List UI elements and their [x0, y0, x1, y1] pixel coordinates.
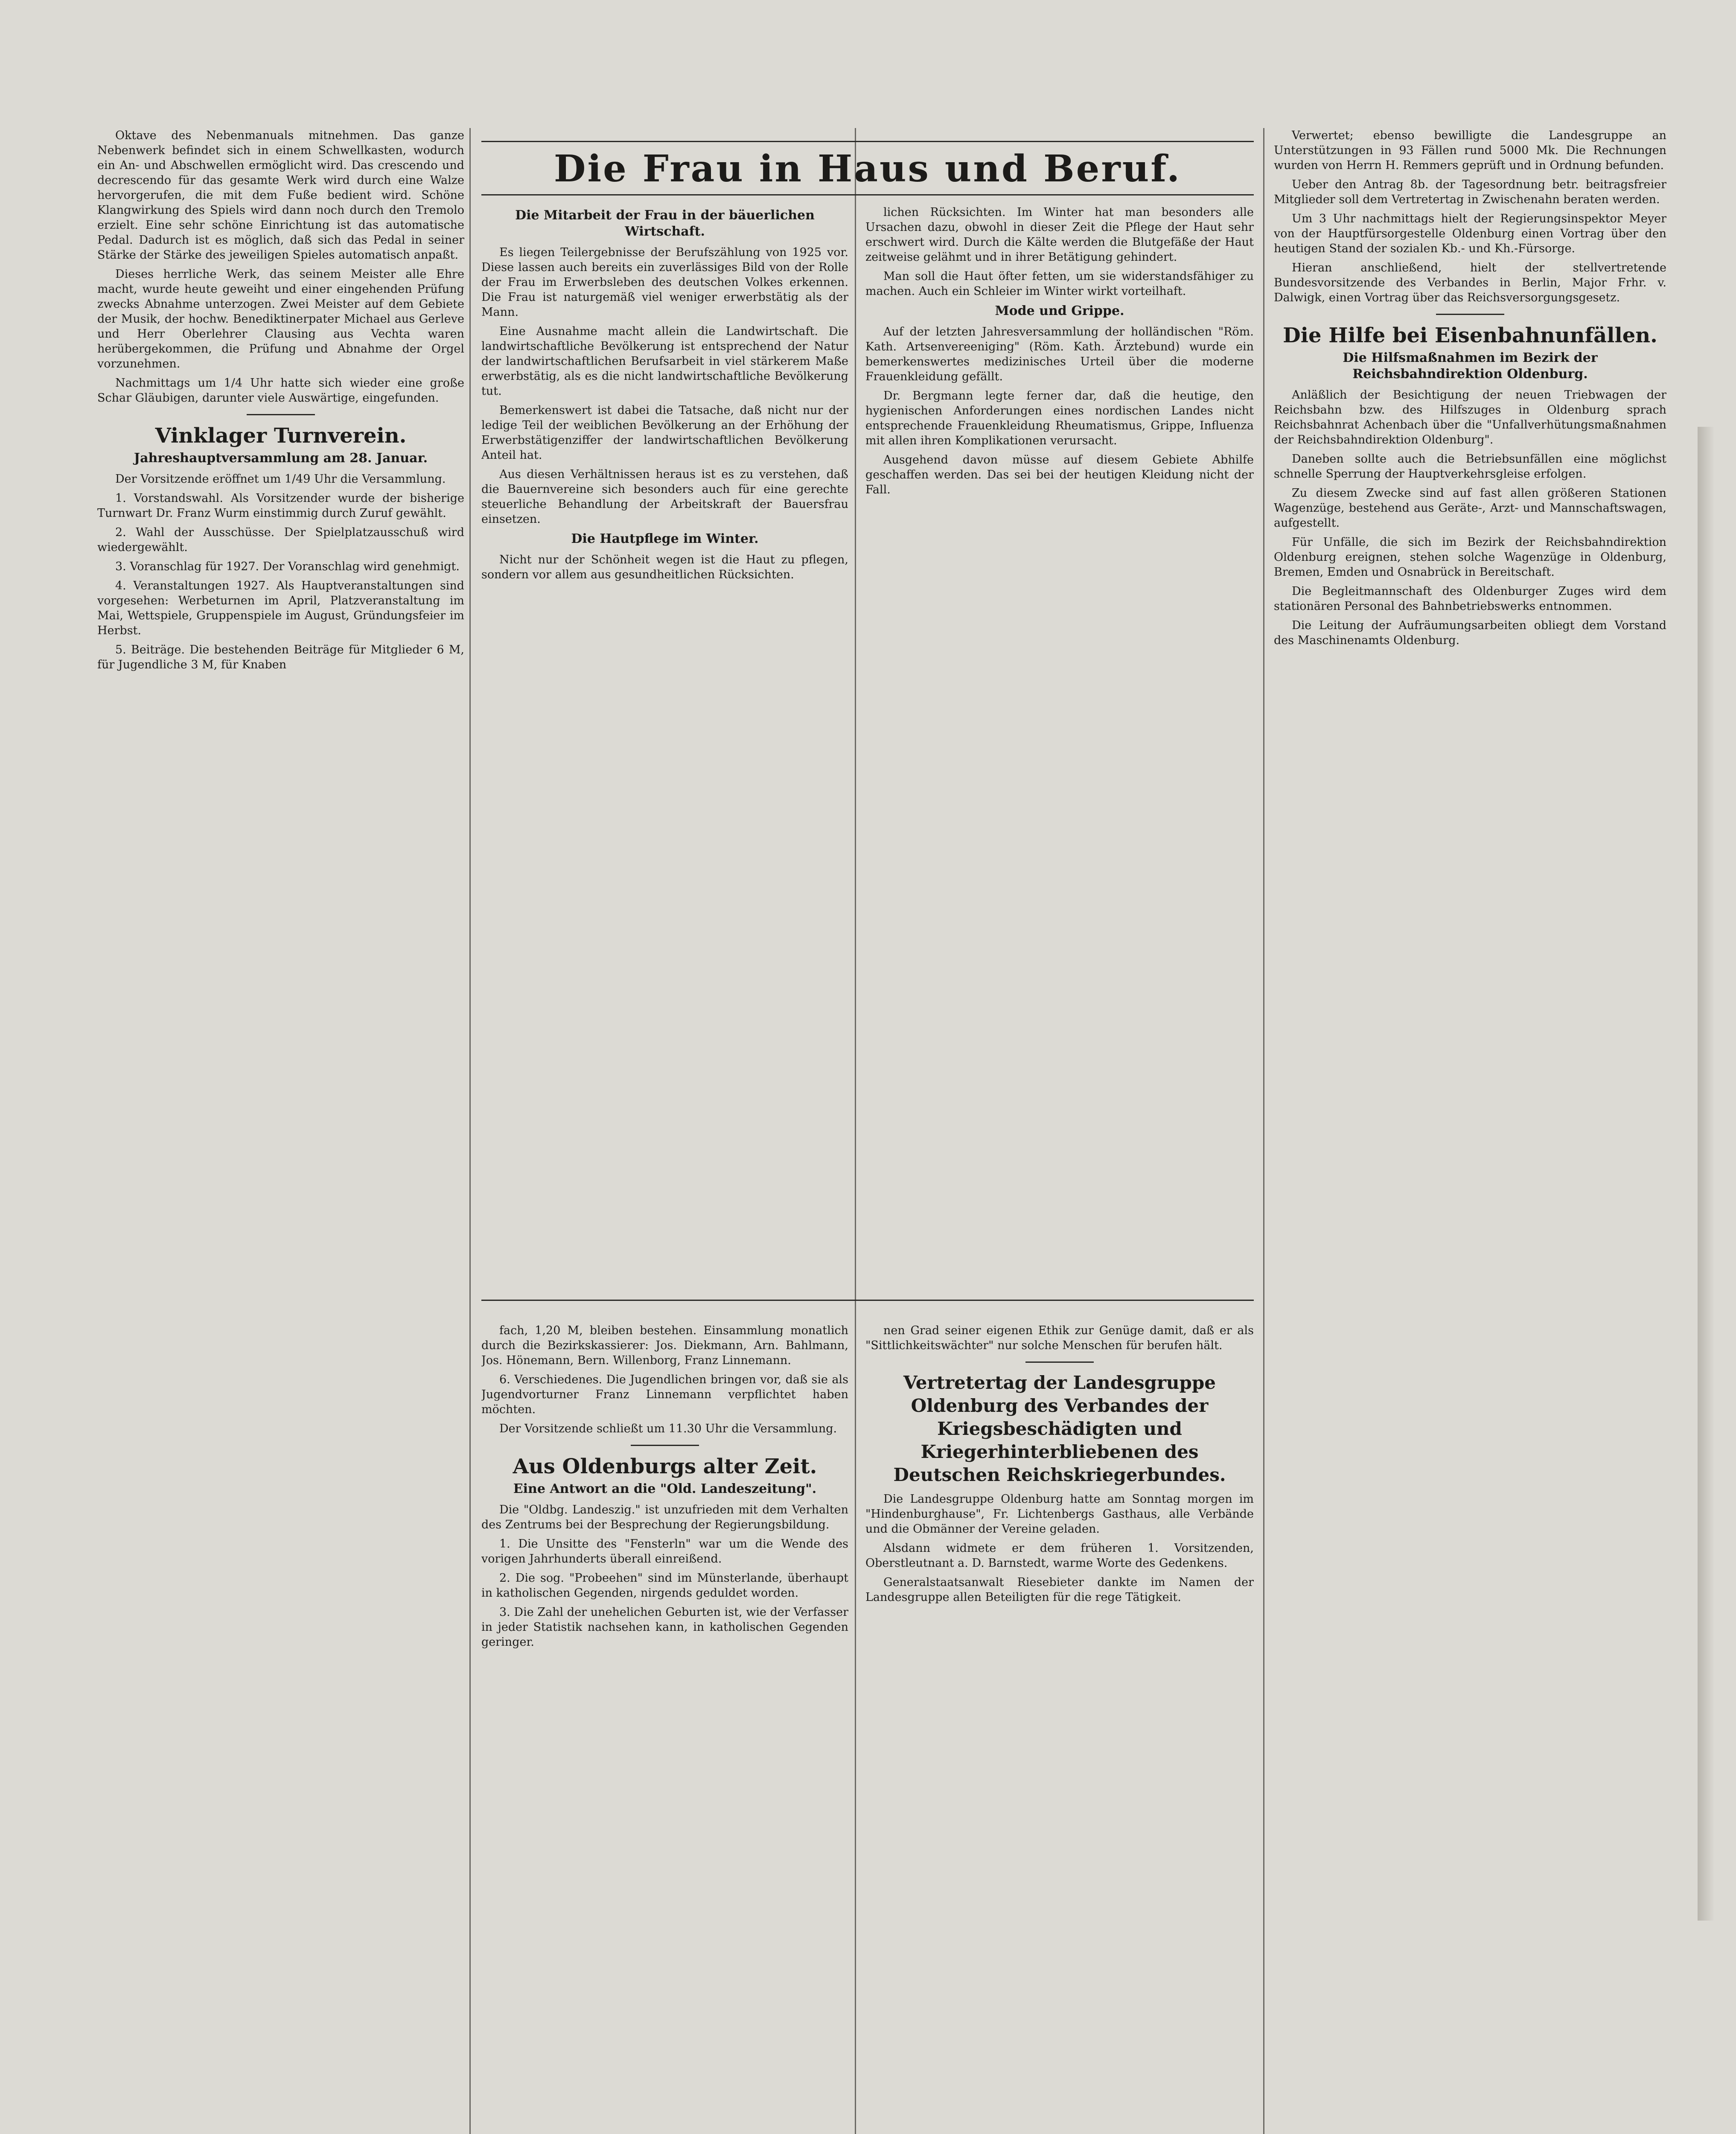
- article-paragraph: 2. Wahl der Ausschüsse. Der Spielplatzausschuß wird wiedergewählt.: [97, 526, 464, 554]
- article-subheadline: Die Mitarbeit der Frau in der bäuerlichen Wirtschaft.: [515, 208, 815, 239]
- article-paragraph: lichen Rücksichten. Im Winter hat man besonders alle Ursachen dazu, obwohl in dieser Zeit die Pflege der Haut sehr erschwert wird. Durch die Kälte werden die Blutgefäße der Haut zeitweise gelähmt und in ihrer Betätigung gehindert.: [865, 206, 1254, 264]
- article-paragraph: Zu diesem Zwecke sind auf fast allen größeren Stationen Wagenzüge, bestehend aus Geräte-, Arzt- und Mannschaftswagen, aufgestellt.: [1274, 487, 1666, 530]
- article-paragraph: Die Leitung der Aufräumungsarbeiten obliegt dem Vorstand des Maschinenamts Oldenburg.: [1274, 619, 1666, 647]
- masthead-rule-top: [481, 141, 1254, 142]
- article-subheadline: Die Hilfsmaßnahmen im Bezirk der Reichsbahndirektion Oldenburg.: [1343, 350, 1598, 382]
- article-paragraph: Der Vorsitzende schließt um 11.30 Uhr die Versammlung.: [499, 1422, 837, 1435]
- column-3-top: [865, 205, 1254, 1289]
- column-4: [1274, 128, 1666, 2134]
- article-paragraph: Für Unfälle, die sich im Bezirk der Reichsbahndirektion Oldenburg ereignen, stehen solche Wagenzüge in Oldenburg, Bremen, Emden und Osnabrück in Bereitschaft.: [1274, 536, 1666, 579]
- column-2-top: [481, 205, 848, 1289]
- masthead-rule-bottom: [481, 194, 1254, 195]
- separator: [247, 414, 315, 415]
- article-paragraph: Alsdann widmete er dem früheren 1. Vorsitzenden, Oberstleutnant a. D. Barnstedt, warme Worte des Gedenkens.: [865, 1542, 1254, 1570]
- article-paragraph: Nachmittags um 1/4 Uhr hatte sich wieder eine große Schar Gläubigen, darunter viele Auswärtige, eingefunden.: [97, 376, 464, 405]
- section-divider: [481, 1300, 1254, 1301]
- article-paragraph: 3. Voranschlag für 1927. Der Voranschlag wird genehmigt.: [115, 560, 460, 573]
- column-2-bottom: [481, 1323, 848, 2134]
- article-paragraph: Man soll die Haut öfter fetten, um sie widerstandsfähiger zu machen. Auch ein Schleier im Winter wirkt vorteilhaft.: [865, 270, 1254, 298]
- article-subheadline: Jahreshauptversammlung am 28. Januar.: [134, 451, 428, 466]
- article-paragraph: Es liegen Teilergebnisse der Berufszählung von 1925 vor. Diese lassen auch bereits ein zuverlässiges Bild von der Rolle der Frau im Erwerbsleben des deutschen Volkes erkennen. Die Frau ist naturgemäß viel weniger erwerbstätig als der Mann.: [481, 246, 848, 319]
- article-subheadline: Die Hautpflege im Winter.: [571, 531, 759, 546]
- article-paragraph: Verwertet; ebenso bewilligte die Landesgruppe an Unterstützungen in 93 Fällen rund 5000 Mk. Die Rechnungen wurden von Herrn H. Remmers geprüft und in Ordnung befunden.: [1274, 129, 1666, 172]
- article-paragraph: Dr. Bergmann legte ferner dar, daß die heutige, den hygienischen Anforderungen eines nordischen Landes nicht entsprechende Frauenkleidung Rheumatismus, Grippe, Influenza mit allen ihren Komplikationen verursacht.: [865, 389, 1254, 447]
- article-headline: Vinklager Turnverein.: [155, 424, 407, 448]
- article-paragraph: 5. Beiträge. Die bestehenden Beiträge für Mitglieder 6 M, für Jugendliche 3 M, für Knaben: [97, 643, 464, 671]
- article-paragraph: Ausgehend davon müsse auf diesem Gebiete Abhilfe geschaffen werden. Das sei bei der heutigen Kleidung nicht der Fall.: [865, 453, 1254, 496]
- article-paragraph: fach, 1,20 M, bleiben bestehen. Einsammlung monatlich durch die Bezirkskassierer: Jos. Diekmann, Arn. Bahlmann, Jos. Hönemann, Bern. Willenborg, Franz Linnemann.: [481, 1324, 848, 1367]
- column-1: [97, 128, 464, 2134]
- article-subheadline: Eine Antwort an die "Old. Landeszeitung".: [513, 1481, 817, 1496]
- separator: [631, 1445, 699, 1446]
- section-masthead: Die Frau in Haus und Beruf.: [553, 147, 1182, 190]
- article-headline: Aus Oldenburgs alter Zeit.: [513, 1455, 817, 1478]
- column-3-bottom: [865, 1323, 1254, 2134]
- article-paragraph: 4. Veranstaltungen 1927. Als Hauptveranstaltungen sind vorgesehen: Werbeturnen im April, Platzveranstaltung im Mai, Wettspiele, Gruppenspiele im August, Gründungsfeier im Herbst.: [97, 579, 464, 637]
- article-paragraph: Dieses herrliche Werk, das seinem Meister alle Ehre macht, wurde heute geweiht und einer eingehenden Prüfung zwecks Abnahme unterzogen. Zwei Meister auf dem Gebiete der Musik, der hochw. Benediktinerpater Michael aus Gerleve und Herr Oberlehrer Clausing aus Vechta waren herübergekommen, die Prüfung und Abnahme der Orgel vorzunehmen.: [97, 268, 464, 370]
- article-paragraph: Anläßlich der Besichtigung der neuen Triebwagen der Reichsbahn bzw. des Hilfszuges in Oldenburg sprach Reichsbahnrat Achenbach über die "Unfallverhütungsmaßnahmen der Reichsbahndirektion Oldenburg".: [1274, 388, 1666, 446]
- article-headline: Die Hilfe bei Eisenbahnunfällen.: [1283, 324, 1657, 347]
- article-paragraph: Bemerkenswert ist dabei die Tatsache, daß nicht nur der ledige Teil der weiblichen Bevölkerung an der Erhöhung der Erwerbstätigenziffer der landwirtschaftlichen Bevölkerung Anteil hat.: [481, 404, 848, 462]
- article-paragraph: Ueber den Antrag 8b. der Tagesordnung betr. beitragsfreier Mitglieder soll dem Vertretertag in Zwischenahn beraten werden.: [1274, 178, 1666, 206]
- article-paragraph: Der Vorsitzende eröffnet um 1/49 Uhr die Versammlung.: [115, 472, 446, 486]
- article-paragraph: Auf der letzten Jahresversammlung der holländischen "Röm. Kath. Artsenvereeniging" (Röm. Kath. Ärztebund) wurde ein bemerkenswertes medizinisches Urteil über die moderne Frauenkleidung gefällt.: [865, 325, 1254, 383]
- article-paragraph: 2. Die sog. "Probeehen" sind im Münsterlande, überhaupt in katholischen Gegenden, nirgends geduldet worden.: [481, 1571, 848, 1600]
- article-paragraph: Nicht nur der Schönheit wegen ist die Haut zu pflegen, sondern vor allem aus gesundheitlichen Rücksichten.: [481, 553, 848, 581]
- column-rule: [1263, 128, 1264, 2134]
- article-paragraph: 1. Vorstandswahl. Als Vorsitzender wurde der bisherige Turnwart Dr. Franz Wurm einstimmig durch Zuruf gewählt.: [97, 492, 464, 520]
- article-paragraph: Die Landesgruppe Oldenburg hatte am Sonntag morgen im "Hindenburghause", Fr. Lichtenbergs Gasthaus, alle Verbände und die Obmänner der Vereine geladen.: [865, 1493, 1254, 1536]
- article-paragraph: Die "Oldbg. Landeszig." ist unzufrieden mit dem Verhalten des Zentrums bei der Besprechung der Regierungsbildung.: [481, 1503, 848, 1531]
- article-paragraph: Daneben sollte auch die Betriebsunfällen eine möglichst schnelle Sperrung der Hauptverkehrsgleise erfolgen.: [1274, 452, 1666, 481]
- article-paragraph: Aus diesen Verhältnissen heraus ist es zu verstehen, daß die Bauernvereine sich besonders auch für eine gerechte steuerliche Behandlung der Arbeitskraft der Bauersfrau einsetzen.: [481, 468, 848, 526]
- article-paragraph: Eine Ausnahme macht allein die Landwirtschaft. Die landwirtschaftliche Bevölkerung ist entsprechend der Natur der landwirtschaftlichen Berufsarbeit in viel stärkerem Maße erwerbstätig, als es die nicht landwirtschaftliche Bevölkerung tut.: [481, 325, 848, 398]
- article-paragraph: Hieran anschließend, hielt der stellvertretende Bundesvorsitzende des Verbandes in Berlin, Major Frhr. v. Dalwigk, einen Vortrag über das Reichsversorgungsgesetz.: [1274, 261, 1666, 304]
- page-edge-shadow: [1698, 427, 1715, 1921]
- separator: [1025, 1361, 1094, 1363]
- article-headline: Vertretertag der Landesgruppe Oldenburg des Verbandes der Kriegsbeschädigten und Kriegerhinterbliebenen des Deutschen Reichskriegerbundes.: [893, 1372, 1226, 1485]
- article-paragraph: nen Grad seiner eigenen Ethik zur Genüge damit, daß er als "Sittlichkeitswächter" nur solche Menschen für berufen hält.: [865, 1324, 1254, 1352]
- article-paragraph: 1. Die Unsitte des "Fensterln" war um die Wende des vorigen Jahrhunderts überall einreißend.: [481, 1537, 848, 1566]
- article-paragraph: 3. Die Zahl der unehelichen Geburten ist, wie der Verfasser in jeder Statistik nachsehen kann, in katholischen Gegenden geringer.: [481, 1606, 848, 1649]
- column-rule: [469, 128, 471, 2134]
- article-subheadline: Mode und Grippe.: [995, 303, 1124, 318]
- article-paragraph: Generalstaatsanwalt Riesebieter dankte im Namen der Landesgruppe allen Beteiligten für die rege Tätigkeit.: [865, 1576, 1254, 1604]
- column-rule: [855, 128, 856, 2134]
- article-paragraph: 6. Verschiedenes. Die Jugendlichen bringen vor, daß sie als Jugendvorturner Franz Linnemann verpflichtet haben möchten.: [481, 1373, 848, 1416]
- separator: [1436, 314, 1504, 315]
- article-paragraph: Die Begleitmannschaft des Oldenburger Zuges wird dem stationären Personal des Bahnbetriebswerks entnommen.: [1274, 585, 1666, 613]
- article-paragraph: Oktave des Nebenmanuals mitnehmen. Das ganze Nebenwerk befindet sich in einem Schwellkasten, wodurch ein An- und Abschwellen ermöglicht wird. Das crescendo und decrescendo für das gesamte Werk wird durch eine Walze hervorgerufen, die mit dem Fuße bedient wird. Schöne Klangwirkung des Spiels wird dann noch durch den Tremolo erzielt. Eine sehr schöne Einrichtung ist das automatische Pedal. Dadurch ist es möglich, daß sich das Pedal in seiner Stärke der Stärke des jeweiligen Spieles automatisch anpaßt.: [97, 129, 464, 262]
- article-paragraph: Um 3 Uhr nachmittags hielt der Regierungsinspektor Meyer von der Hauptfürsorgestelle Oldenburg einen Vortrag über den heutigen Stand der sozialen Kb.- und Kh.-Fürsorge.: [1274, 212, 1666, 255]
